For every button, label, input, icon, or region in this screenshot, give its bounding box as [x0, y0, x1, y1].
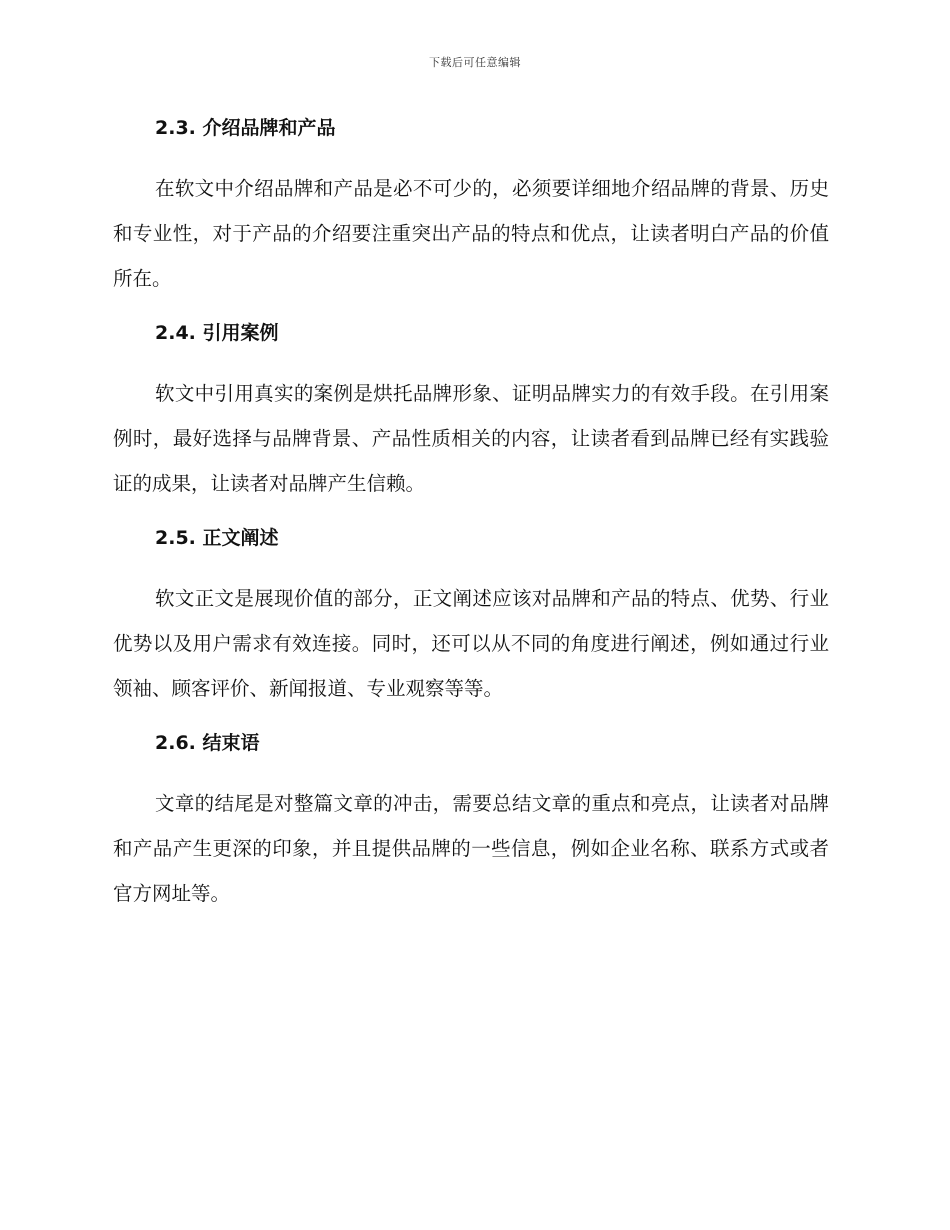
section-body-2-5: 软文正文是展现价值的部分，正文阐述应该对品牌和产品的特点、优势、行业优势以及用户需求有效连接。同时，还可以从不同的角度进行阐述，例如通过行业领袖、顾客评价、新闻报道、专业观察等等。 [113, 587, 829, 700]
section-body-2-3: 在软文中介绍品牌和产品是必不可少的，必须要详细地介绍品牌的背景、历史和专业性，对于产品的介绍要注重突出产品的特点和优点，让读者明白产品的价值所在。 [113, 177, 829, 290]
document-content [113, 110, 829, 930]
section-body-2-4: 软文中引用真实的案例是烘托品牌形象、证明品牌实力的有效手段。在引用案例时，最好选择与品牌背景、产品性质相关的内容，让读者看到品牌已经有实践验证的成果，让读者对品牌产生信赖。 [113, 382, 829, 495]
section-heading-2-4: 2.4. 引用案例 [155, 322, 279, 344]
section-heading-2-3: 2.3. 介绍品牌和产品 [155, 117, 336, 139]
header-note: 下载后可任意编辑 [429, 56, 521, 69]
section-heading-2-6: 2.6. 结束语 [155, 732, 260, 754]
section-body-2-6: 文章的结尾是对整篇文章的冲击，需要总结文章的重点和亮点，让读者对品牌和产品产生更深的印象，并且提供品牌的一些信息，例如企业名称、联系方式或者官方网址等。 [113, 792, 829, 905]
section-heading-2-5: 2.5. 正文阐述 [155, 527, 279, 549]
